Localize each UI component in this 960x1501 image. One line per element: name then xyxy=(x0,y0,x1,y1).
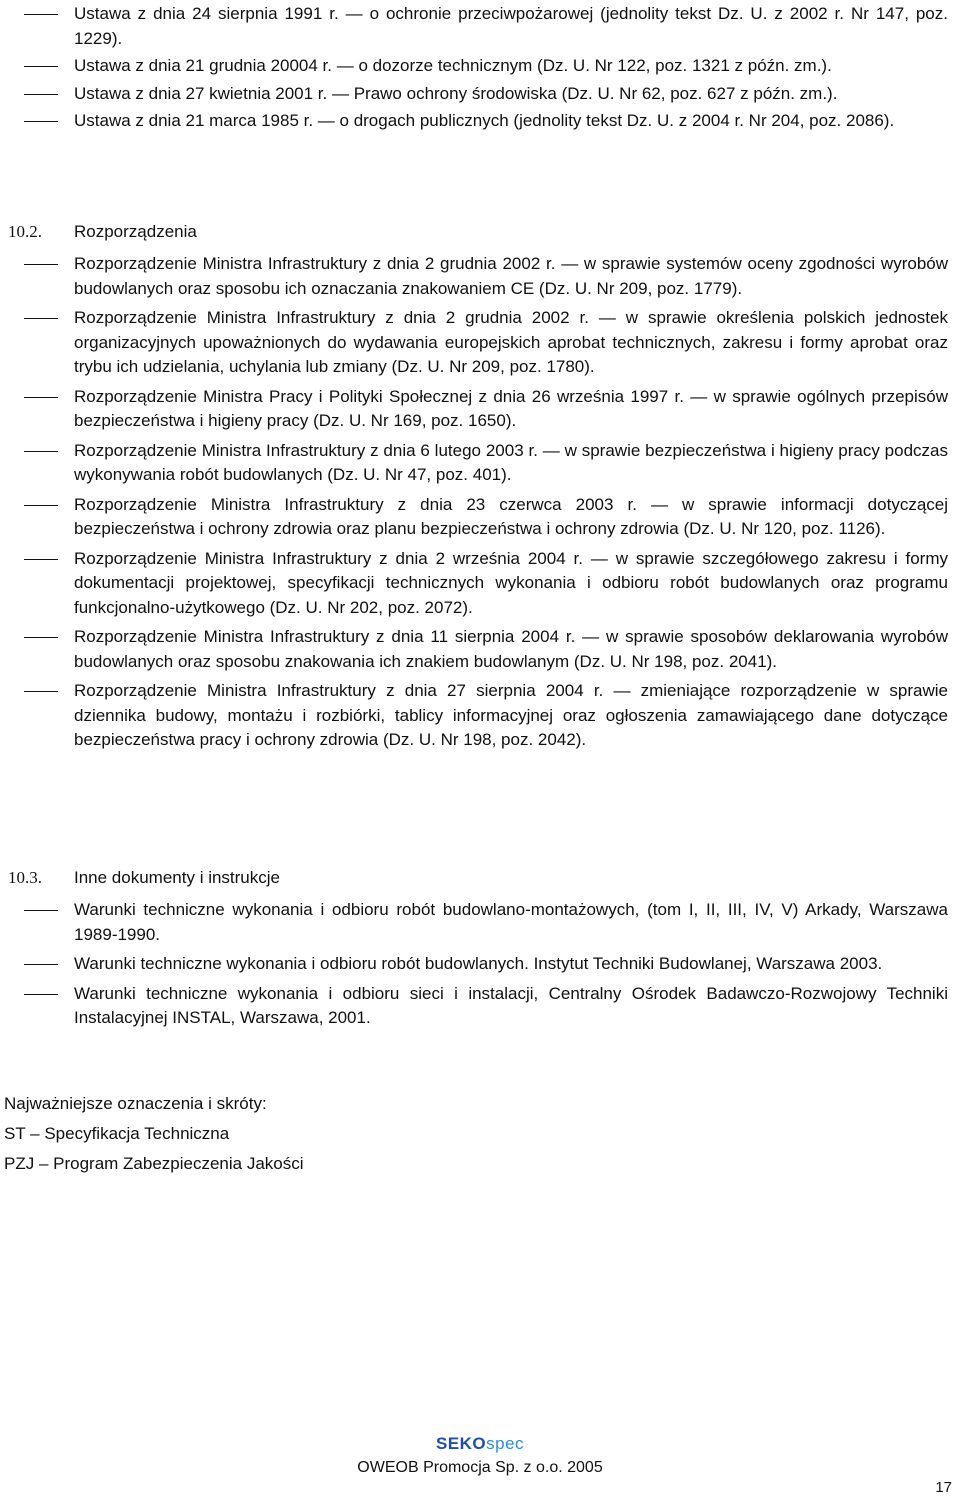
dash-bullet-icon xyxy=(24,952,58,976)
dash-bullet-icon xyxy=(24,625,58,649)
list-item xyxy=(0,493,960,542)
list-item-text: Rozporządzenie Ministra Infrastruktury z dnia 2 grudnia 2002 r. — w sprawie określenia polskich jednostek organizacyjnych upoważnionych do wydawania europejskich aprobat technicznych, zakresu i formy aprobat oraz trybu ich udzielania, uchylania lub zmiany (Dz. U. Nr 209, poz. 1780). xyxy=(74,308,948,376)
list-item-text: Warunki techniczne wykonania i odbioru robót budowlano-montażowych, (tom I, II, III, IV, V) Arkady, Warszawa 1989-1990. xyxy=(74,900,948,944)
list-item-text: Rozporządzenie Ministra Infrastruktury z dnia 2 września 2004 r. — w sprawie szczegółowego zakresu i formy dokumentacji projektowej, specyfikacji technicznych wykonania i odbioru robót budowlanych oraz programu funkcjonalno-użytkowego (Dz. U. Nr 202, poz. 2072). xyxy=(74,548,948,617)
list-item-text: Warunki techniczne wykonania i odbioru sieci i instalacji, Centralny Ośrodek Badawczo-Rozwojowy Techniki Instalacyjnej INSTAL, Warszawa, 2001. xyxy=(74,983,948,1027)
brand-logo: SEKOspec xyxy=(435,1434,525,1453)
section-number: 10.3. xyxy=(8,868,42,887)
list-item-text: Rozporządzenie Ministra Infrastruktury z dnia 27 sierpnia 2004 r. — zmieniające rozporządzenie w sprawie dziennika budowy, montażu i rozbiórki, tablicy informacyjnej oraz ogłoszenia zamawiającego dane dotyczące bezpieczeństwa pracy i ochrony zdrowia (Dz. U. Nr 198, poz. 2042). xyxy=(74,681,948,749)
list-item xyxy=(0,82,960,107)
dash-bullet-icon xyxy=(24,109,58,133)
list-item-text: Ustawa z dnia 21 marca 1985 r. — o drogach publicznych (jednolity tekst Dz. U. z 2004 r. Nr 204, poz. 2086). xyxy=(74,111,895,130)
list-item xyxy=(0,982,960,1031)
list-item xyxy=(0,952,960,977)
dash-bullet-icon xyxy=(24,982,58,1006)
list-item-text: Rozporządzenie Ministra Infrastruktury z dnia 2 grudnia 2002 r. — w sprawie systemów oceny zgodności wyrobów budowlanych oraz sposobu ich oznaczania znakowaniem CE (Dz. U. Nr 209, poz. 1779). xyxy=(74,254,948,298)
list-item xyxy=(0,898,960,947)
list-item xyxy=(0,109,960,134)
footer-company: OWEOB Promocja Sp. z o.o. 2005 xyxy=(357,1459,603,1476)
list-item xyxy=(0,679,960,753)
dash-bullet-icon xyxy=(24,439,58,463)
list-item xyxy=(0,625,960,674)
list-item-text: Ustawa z dnia 24 sierpnia 1991 r. — o ochronie przeciwpożarowej (jednolity tekst Dz. U. z 2002 r. Nr 147, poz. 1229). xyxy=(74,4,948,48)
list-item xyxy=(0,306,960,380)
documents-list xyxy=(0,898,960,1036)
page-number: 17 xyxy=(935,1479,952,1496)
abbreviation-line: ST – Specyfikacja Techniczna xyxy=(4,1124,230,1143)
list-item-text: Rozporządzenie Ministra Infrastruktury z dnia 23 czerwca 2003 r. — w sprawie informacji dotyczącej bezpieczeństwa i ochrony zdrowia oraz planu bezpieczeństwa i ochrony zdrowia (Dz. U. Nr 120, poz. 1126). xyxy=(74,494,948,538)
footer-brand xyxy=(0,1432,960,1457)
abbreviation-line: PZJ – Program Zabezpieczenia Jakości xyxy=(4,1154,304,1173)
list-item-text: Rozporządzenie Ministra Pracy i Polityki Społecznej z dnia 26 września 1997 r. — w sprawie ogólnych przepisów bezpieczeństwa i higieny pracy (Dz. U. Nr 169, poz. 1650). xyxy=(74,386,948,430)
list-item-text: Ustawa z dnia 27 kwietnia 2001 r. — Prawo ochrony środowiska (Dz. U. Nr 62, poz. 627 z późn. zm.). xyxy=(74,83,838,103)
list-item xyxy=(0,2,960,51)
dash-bullet-icon xyxy=(24,493,58,517)
dash-bullet-icon xyxy=(24,547,58,571)
list-item-text: Warunki techniczne wykonania i odbioru robót budowlanych. Instytut Techniki Budowlanej, Warszawa 2003. xyxy=(74,954,883,973)
dash-bullet-icon xyxy=(24,2,58,26)
list-item xyxy=(0,54,960,79)
list-item xyxy=(0,547,960,621)
dash-bullet-icon xyxy=(24,898,58,922)
regulations-list xyxy=(0,252,960,758)
dash-bullet-icon xyxy=(24,385,58,409)
dash-bullet-icon xyxy=(24,252,58,276)
section-title: Inne dokumenty i instrukcje xyxy=(74,868,280,887)
list-item xyxy=(0,252,960,301)
dash-bullet-icon xyxy=(24,306,58,330)
dash-bullet-icon xyxy=(24,679,58,703)
list-item xyxy=(0,439,960,488)
dash-bullet-icon xyxy=(24,54,58,78)
abbreviations-heading: Najważniejsze oznaczenia i skróty: xyxy=(4,1094,267,1113)
list-item-text: Rozporządzenie Ministra Infrastruktury z dnia 6 lutego 2003 r. — w sprawie bezpieczeństwa i higieny pracy podczas wykonywania robót budowlanych (Dz. U. Nr 47, poz. 401). xyxy=(74,440,948,484)
list-item-text: Rozporządzenie Ministra Infrastruktury z dnia 11 sierpnia 2004 r. — w sprawie sposobów deklarowania wyrobów budowlanych oraz sposobu znakowania ich znakiem budowlanym (Dz. U. Nr 198, poz. 2041). xyxy=(74,627,948,671)
list-item xyxy=(0,385,960,434)
top-list xyxy=(0,2,960,137)
dash-bullet-icon xyxy=(24,82,58,106)
section-title: Rozporządzenia xyxy=(74,222,197,241)
section-number: 10.2. xyxy=(8,222,42,241)
list-item-text: Ustawa z dnia 21 grudnia 20004 r. — o dozorze technicznym (Dz. U. Nr 122, poz. 1321 z późn. zm.). xyxy=(74,56,832,75)
